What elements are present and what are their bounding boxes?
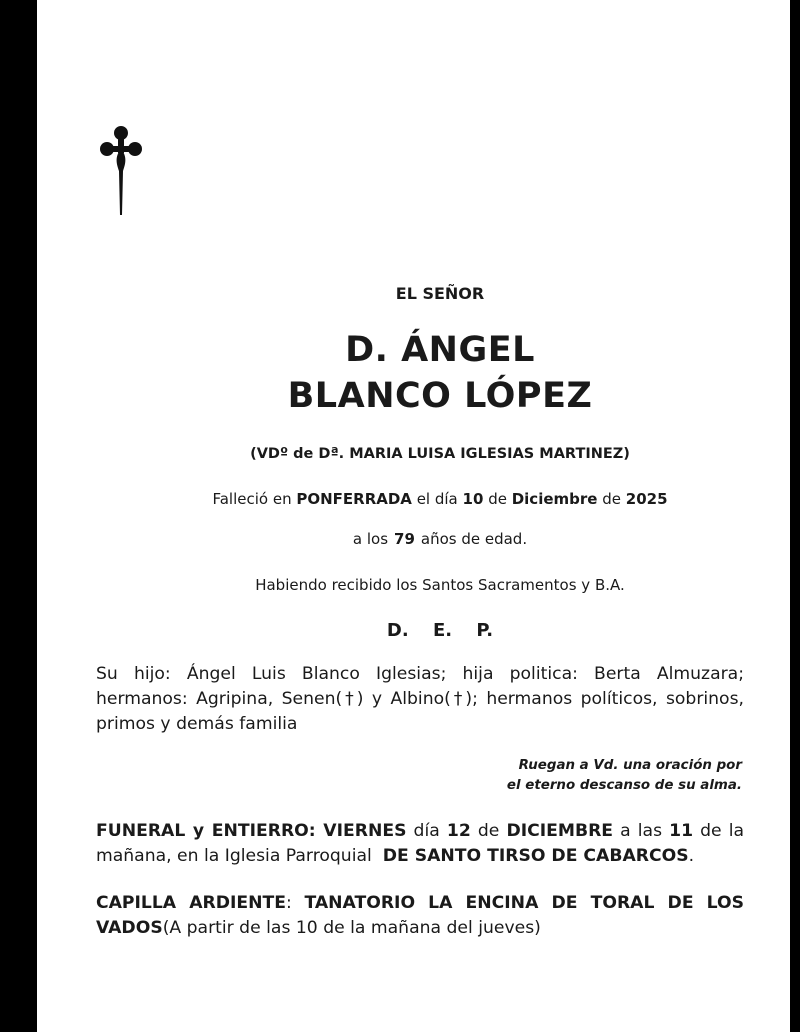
funeral-church: DE SANTO TIRSO DE CABARCOS [382, 846, 689, 866]
prayer-line2: el eterno descanso de su alma. [506, 778, 742, 793]
left-black-border [0, 0, 37, 1032]
funeral-label: FUNERAL y ENTIERRO: VIERNES [96, 821, 407, 841]
death-month: Diciembre [511, 490, 598, 508]
funeral-t2: de [477, 821, 500, 841]
widower-note: (VDº de Dª. MARIA LUISA IGLESIAS MARTINEZ) [250, 446, 630, 462]
death-day: 10 [462, 490, 484, 508]
deceased-name-line2: BLANCO LÓPEZ [287, 376, 593, 416]
prayer-line1: Ruegan a Vd. una oración por [518, 758, 742, 773]
chapel-note: (A partir de las 10 de la mañana del jueves) [162, 918, 541, 938]
funeral-t3: a las [620, 821, 663, 841]
prayer-request [507, 756, 742, 796]
title-line: EL SEÑOR [395, 284, 485, 303]
death-line [96, 490, 784, 508]
death-year-prefix: de [602, 490, 621, 508]
age-suffix: años de edad. [420, 530, 528, 548]
death-year: 2025 [625, 490, 668, 508]
chapel-label: CAPILLA ARDIENTE [96, 893, 287, 913]
chapel-colon: : [286, 893, 292, 913]
funeral-day: 12 [446, 821, 471, 841]
funeral-t5: . [688, 846, 695, 866]
funeral-t4: de la mañana, en la Iglesia Parroquial [96, 821, 745, 866]
death-place: PONFERRADA [296, 490, 412, 508]
funeral-t1: día [413, 821, 440, 841]
right-black-border [790, 0, 800, 1032]
dep-line: D. E. P. [386, 620, 494, 641]
age-prefix: a los [352, 530, 389, 548]
chapel-paragraph [96, 891, 744, 941]
age-value: 79 [394, 530, 415, 548]
family-paragraph: Su hijo: Ángel Luis Blanco Iglesias; hija politica: Berta Almuzara; hermanos: Agripina, Senen(†) y Albino(†); hermanos políticos, sobrinos, primos y demás familia [96, 664, 744, 734]
death-prefix: Falleció en [212, 490, 292, 508]
sacraments-line: Habiendo recibido los Santos Sacramentos y B.A. [255, 576, 625, 594]
deceased-name-line1: D. ÁNGEL [345, 330, 535, 370]
funeral-hour: 11 [669, 821, 694, 841]
death-day-prefix: el día [416, 490, 458, 508]
funeral-month: DICIEMBRE [506, 821, 614, 841]
funeral-paragraph [96, 819, 744, 869]
death-month-prefix: de [488, 490, 507, 508]
age-line [96, 530, 784, 548]
chapel-place: TANATORIO LA ENCINA DE TORAL DE LOS VADOS [96, 893, 745, 938]
santiago-cross-icon [98, 125, 144, 217]
